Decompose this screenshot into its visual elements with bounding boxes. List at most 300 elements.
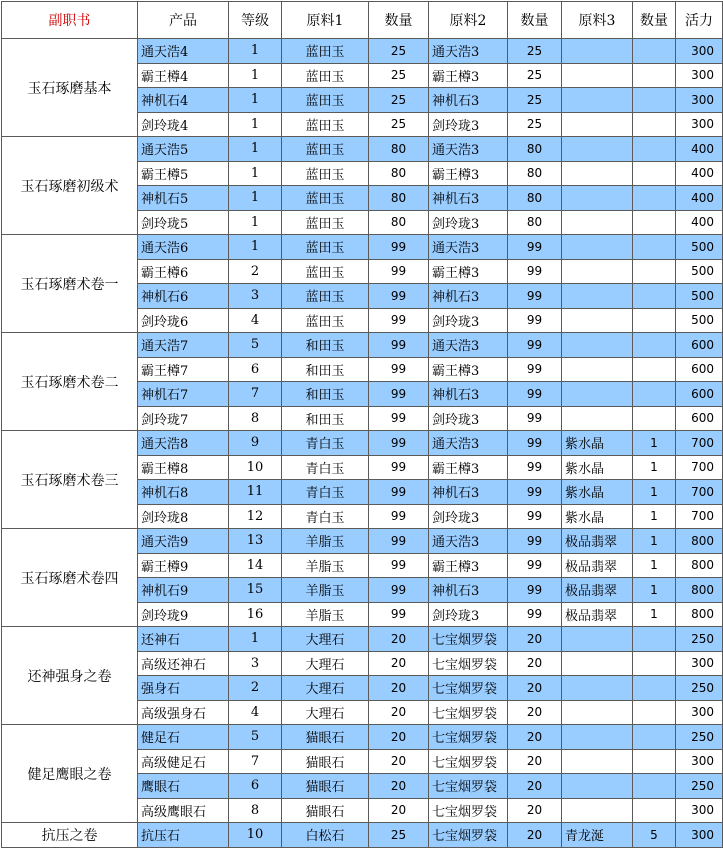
material2-cell: 霸王樽3 — [429, 455, 508, 480]
level-cell: 6 — [229, 774, 282, 799]
vitality-cell: 300 — [676, 651, 723, 676]
material1-cell: 蓝田玉 — [282, 63, 369, 88]
qty2-cell: 99 — [508, 431, 562, 456]
material1-cell: 和田玉 — [282, 333, 369, 358]
header-material2: 原料2 — [429, 2, 508, 39]
material3-cell — [562, 210, 633, 235]
qty2-cell: 25 — [508, 112, 562, 137]
book-name-cell: 玉石琢磨初级术 — [2, 137, 138, 235]
product-cell: 剑玲珑4 — [138, 112, 229, 137]
vitality-cell: 400 — [676, 161, 723, 186]
material1-cell: 猫眼石 — [282, 774, 369, 799]
product-cell: 通天浩4 — [138, 39, 229, 64]
qty1-cell: 20 — [369, 774, 429, 799]
qty2-cell: 20 — [508, 749, 562, 774]
material1-cell: 蓝田玉 — [282, 186, 369, 211]
qty2-cell: 99 — [508, 284, 562, 309]
qty1-cell: 99 — [369, 578, 429, 603]
material2-cell: 七宝烟罗袋 — [429, 774, 508, 799]
qty3-cell — [633, 749, 676, 774]
material1-cell: 羊脂玉 — [282, 553, 369, 578]
table-row — [2, 725, 723, 750]
material1-cell: 和田玉 — [282, 357, 369, 382]
material2-cell: 通天浩3 — [429, 333, 508, 358]
qty2-cell: 25 — [508, 88, 562, 113]
vitality-cell: 700 — [676, 455, 723, 480]
header-qty1: 数量 — [369, 2, 429, 39]
table-row — [2, 137, 723, 162]
qty2-cell: 99 — [508, 406, 562, 431]
level-cell: 4 — [229, 308, 282, 333]
material1-cell: 青白玉 — [282, 480, 369, 505]
level-cell: 12 — [229, 504, 282, 529]
qty2-cell: 99 — [508, 602, 562, 627]
qty2-cell: 25 — [508, 63, 562, 88]
material1-cell: 蓝田玉 — [282, 308, 369, 333]
product-cell: 神机石4 — [138, 88, 229, 113]
header-qty2: 数量 — [508, 2, 562, 39]
material2-cell: 神机石3 — [429, 88, 508, 113]
product-cell: 神机石8 — [138, 480, 229, 505]
header-row — [2, 2, 723, 39]
vitality-cell: 800 — [676, 578, 723, 603]
material3-cell — [562, 235, 633, 260]
product-cell: 霸王樽8 — [138, 455, 229, 480]
material2-cell: 神机石3 — [429, 382, 508, 407]
material3-cell: 紫水晶 — [562, 455, 633, 480]
material1-cell: 蓝田玉 — [282, 235, 369, 260]
material3-cell — [562, 627, 633, 652]
qty3-cell: 1 — [633, 553, 676, 578]
vitality-cell: 300 — [676, 823, 723, 848]
material3-cell: 青龙涎 — [562, 823, 633, 848]
qty1-cell: 25 — [369, 63, 429, 88]
vitality-cell: 500 — [676, 259, 723, 284]
book-name-cell: 玉石琢磨术卷四 — [2, 529, 138, 627]
book-name-cell: 玉石琢磨术卷一 — [2, 235, 138, 333]
level-cell: 1 — [229, 161, 282, 186]
level-cell: 10 — [229, 455, 282, 480]
material3-cell: 紫水晶 — [562, 504, 633, 529]
material3-cell — [562, 112, 633, 137]
vitality-cell: 800 — [676, 529, 723, 554]
level-cell: 1 — [229, 88, 282, 113]
product-cell: 霸王樽7 — [138, 357, 229, 382]
vitality-cell: 400 — [676, 210, 723, 235]
material3-cell — [562, 39, 633, 64]
product-cell: 通天浩9 — [138, 529, 229, 554]
qty1-cell: 80 — [369, 186, 429, 211]
product-cell: 剑玲珑9 — [138, 602, 229, 627]
qty3-cell: 1 — [633, 455, 676, 480]
product-cell: 神机石7 — [138, 382, 229, 407]
material1-cell: 蓝田玉 — [282, 39, 369, 64]
material3-cell: 极品翡翠 — [562, 529, 633, 554]
material2-cell: 通天浩3 — [429, 39, 508, 64]
vitality-cell: 250 — [676, 725, 723, 750]
material3-cell — [562, 406, 633, 431]
material3-cell — [562, 651, 633, 676]
material2-cell: 剑玲珑3 — [429, 308, 508, 333]
qty3-cell — [633, 88, 676, 113]
product-cell: 高级鹰眼石 — [138, 798, 229, 823]
header-vitality: 活力 — [676, 2, 723, 39]
qty2-cell: 99 — [508, 553, 562, 578]
level-cell: 15 — [229, 578, 282, 603]
product-cell: 强身石 — [138, 676, 229, 701]
product-cell: 剑玲珑5 — [138, 210, 229, 235]
qty3-cell — [633, 700, 676, 725]
product-cell: 通天浩5 — [138, 137, 229, 162]
material1-cell: 和田玉 — [282, 406, 369, 431]
material2-cell: 神机石3 — [429, 480, 508, 505]
vitality-cell: 800 — [676, 553, 723, 578]
level-cell: 7 — [229, 382, 282, 407]
material1-cell: 蓝田玉 — [282, 112, 369, 137]
qty1-cell: 80 — [369, 161, 429, 186]
qty1-cell: 99 — [369, 455, 429, 480]
qty3-cell — [633, 627, 676, 652]
product-cell: 神机石9 — [138, 578, 229, 603]
vitality-cell: 600 — [676, 333, 723, 358]
material2-cell: 剑玲珑3 — [429, 210, 508, 235]
material3-cell — [562, 725, 633, 750]
material3-cell: 紫水晶 — [562, 480, 633, 505]
material2-cell: 七宝烟罗袋 — [429, 651, 508, 676]
material1-cell: 青白玉 — [282, 504, 369, 529]
header-material1: 原料1 — [282, 2, 369, 39]
qty3-cell — [633, 774, 676, 799]
qty2-cell: 99 — [508, 235, 562, 260]
qty2-cell: 99 — [508, 455, 562, 480]
material2-cell: 七宝烟罗袋 — [429, 700, 508, 725]
material2-cell: 剑玲珑3 — [429, 112, 508, 137]
level-cell: 3 — [229, 651, 282, 676]
book-name-cell: 抗压之卷 — [2, 823, 138, 848]
material1-cell: 蓝田玉 — [282, 259, 369, 284]
level-cell: 1 — [229, 235, 282, 260]
qty1-cell: 20 — [369, 627, 429, 652]
level-cell: 2 — [229, 259, 282, 284]
qty3-cell — [633, 284, 676, 309]
qty3-cell: 1 — [633, 431, 676, 456]
material1-cell: 白松石 — [282, 823, 369, 848]
material2-cell: 七宝烟罗袋 — [429, 676, 508, 701]
material1-cell: 大理石 — [282, 676, 369, 701]
qty3-cell: 1 — [633, 529, 676, 554]
level-cell: 6 — [229, 357, 282, 382]
qty1-cell: 20 — [369, 749, 429, 774]
level-cell: 1 — [229, 137, 282, 162]
table-row — [2, 333, 723, 358]
material2-cell: 通天浩3 — [429, 235, 508, 260]
level-cell: 1 — [229, 63, 282, 88]
qty1-cell: 20 — [369, 700, 429, 725]
product-cell: 高级健足石 — [138, 749, 229, 774]
product-cell: 健足石 — [138, 725, 229, 750]
material2-cell: 七宝烟罗袋 — [429, 798, 508, 823]
level-cell: 10 — [229, 823, 282, 848]
material2-cell: 霸王樽3 — [429, 161, 508, 186]
material2-cell: 霸王樽3 — [429, 553, 508, 578]
qty1-cell: 99 — [369, 235, 429, 260]
material3-cell — [562, 382, 633, 407]
qty3-cell: 1 — [633, 578, 676, 603]
material1-cell: 蓝田玉 — [282, 284, 369, 309]
product-cell: 神机石5 — [138, 186, 229, 211]
vitality-cell: 400 — [676, 186, 723, 211]
qty3-cell — [633, 357, 676, 382]
material3-cell — [562, 676, 633, 701]
product-cell: 通天浩7 — [138, 333, 229, 358]
level-cell: 9 — [229, 431, 282, 456]
qty3-cell — [633, 798, 676, 823]
level-cell: 1 — [229, 112, 282, 137]
material1-cell: 青白玉 — [282, 431, 369, 456]
qty2-cell: 99 — [508, 578, 562, 603]
qty3-cell — [633, 186, 676, 211]
material1-cell: 大理石 — [282, 627, 369, 652]
material3-cell — [562, 749, 633, 774]
product-cell: 高级还神石 — [138, 651, 229, 676]
qty2-cell: 20 — [508, 676, 562, 701]
level-cell: 7 — [229, 749, 282, 774]
qty3-cell — [633, 112, 676, 137]
table-row — [2, 431, 723, 456]
qty3-cell: 1 — [633, 602, 676, 627]
level-cell: 13 — [229, 529, 282, 554]
material3-cell — [562, 700, 633, 725]
material3-cell: 极品翡翠 — [562, 602, 633, 627]
material2-cell: 剑玲珑3 — [429, 602, 508, 627]
material1-cell: 猫眼石 — [282, 798, 369, 823]
qty1-cell: 20 — [369, 725, 429, 750]
qty3-cell — [633, 161, 676, 186]
material2-cell: 七宝烟罗袋 — [429, 749, 508, 774]
qty2-cell: 80 — [508, 186, 562, 211]
header-product: 产品 — [138, 2, 229, 39]
qty1-cell: 25 — [369, 823, 429, 848]
material2-cell: 通天浩3 — [429, 529, 508, 554]
table-row — [2, 235, 723, 260]
qty3-cell: 1 — [633, 480, 676, 505]
product-cell: 剑玲珑7 — [138, 406, 229, 431]
product-cell: 通天浩6 — [138, 235, 229, 260]
material3-cell — [562, 333, 633, 358]
level-cell: 2 — [229, 676, 282, 701]
vitality-cell: 700 — [676, 431, 723, 456]
table-row — [2, 529, 723, 554]
qty2-cell: 99 — [508, 357, 562, 382]
qty3-cell — [633, 235, 676, 260]
level-cell: 1 — [229, 39, 282, 64]
qty1-cell: 25 — [369, 112, 429, 137]
level-cell: 1 — [229, 627, 282, 652]
level-cell: 1 — [229, 210, 282, 235]
qty3-cell — [633, 39, 676, 64]
qty3-cell — [633, 137, 676, 162]
vitality-cell: 300 — [676, 88, 723, 113]
vitality-cell: 300 — [676, 700, 723, 725]
qty2-cell: 20 — [508, 823, 562, 848]
header-book: 副职书 — [2, 2, 138, 39]
qty3-cell — [633, 725, 676, 750]
material3-cell — [562, 774, 633, 799]
qty1-cell: 80 — [369, 137, 429, 162]
vitality-cell: 300 — [676, 63, 723, 88]
material2-cell: 剑玲珑3 — [429, 504, 508, 529]
qty3-cell — [633, 406, 676, 431]
level-cell: 1 — [229, 186, 282, 211]
qty1-cell: 99 — [369, 602, 429, 627]
qty1-cell: 99 — [369, 553, 429, 578]
vitality-cell: 300 — [676, 749, 723, 774]
material1-cell: 猫眼石 — [282, 725, 369, 750]
product-cell: 鹰眼石 — [138, 774, 229, 799]
material1-cell: 大理石 — [282, 651, 369, 676]
vitality-cell: 600 — [676, 382, 723, 407]
qty2-cell: 80 — [508, 161, 562, 186]
qty3-cell — [633, 259, 676, 284]
material1-cell: 大理石 — [282, 700, 369, 725]
material1-cell: 羊脂玉 — [282, 529, 369, 554]
vitality-cell: 250 — [676, 774, 723, 799]
material3-cell — [562, 798, 633, 823]
material3-cell — [562, 137, 633, 162]
header-material3: 原料3 — [562, 2, 633, 39]
qty1-cell: 20 — [369, 798, 429, 823]
vitality-cell: 400 — [676, 137, 723, 162]
level-cell: 4 — [229, 700, 282, 725]
material2-cell: 通天浩3 — [429, 137, 508, 162]
material3-cell: 紫水晶 — [562, 431, 633, 456]
product-cell: 霸王樽5 — [138, 161, 229, 186]
book-name-cell: 玉石琢磨术卷二 — [2, 333, 138, 431]
material2-cell: 剑玲珑3 — [429, 406, 508, 431]
qty2-cell: 99 — [508, 259, 562, 284]
material3-cell — [562, 308, 633, 333]
book-name-cell: 玉石琢磨基本 — [2, 39, 138, 137]
qty3-cell: 5 — [633, 823, 676, 848]
qty1-cell: 99 — [369, 480, 429, 505]
material2-cell: 霸王樽3 — [429, 259, 508, 284]
qty2-cell: 99 — [508, 480, 562, 505]
material3-cell — [562, 186, 633, 211]
material2-cell: 七宝烟罗袋 — [429, 823, 508, 848]
level-cell: 8 — [229, 798, 282, 823]
vitality-cell: 800 — [676, 602, 723, 627]
material1-cell: 蓝田玉 — [282, 161, 369, 186]
qty2-cell: 99 — [508, 333, 562, 358]
level-cell: 11 — [229, 480, 282, 505]
material1-cell: 青白玉 — [282, 455, 369, 480]
vitality-cell: 500 — [676, 284, 723, 309]
product-cell: 霸王樽6 — [138, 259, 229, 284]
qty2-cell: 99 — [508, 504, 562, 529]
book-name-cell: 玉石琢磨术卷三 — [2, 431, 138, 529]
material2-cell: 神机石3 — [429, 284, 508, 309]
qty1-cell: 20 — [369, 651, 429, 676]
level-cell: 3 — [229, 284, 282, 309]
product-cell: 抗压石 — [138, 823, 229, 848]
qty3-cell — [633, 210, 676, 235]
book-name-cell: 健足鹰眼之卷 — [2, 725, 138, 823]
book-name-cell: 还神强身之卷 — [2, 627, 138, 725]
table-row — [2, 823, 723, 848]
material3-cell — [562, 284, 633, 309]
material1-cell: 蓝田玉 — [282, 210, 369, 235]
vitality-cell: 300 — [676, 39, 723, 64]
qty2-cell: 20 — [508, 651, 562, 676]
qty2-cell: 99 — [508, 382, 562, 407]
table-row — [2, 627, 723, 652]
qty1-cell: 99 — [369, 431, 429, 456]
level-cell: 14 — [229, 553, 282, 578]
qty1-cell: 99 — [369, 406, 429, 431]
qty2-cell: 99 — [508, 308, 562, 333]
qty1-cell: 99 — [369, 259, 429, 284]
header-level: 等级 — [229, 2, 282, 39]
vitality-cell: 700 — [676, 504, 723, 529]
qty3-cell — [633, 651, 676, 676]
qty1-cell: 99 — [369, 529, 429, 554]
qty1-cell: 80 — [369, 210, 429, 235]
material1-cell: 和田玉 — [282, 382, 369, 407]
product-cell: 剑玲珑8 — [138, 504, 229, 529]
level-cell: 8 — [229, 406, 282, 431]
qty1-cell: 25 — [369, 88, 429, 113]
material2-cell: 神机石3 — [429, 186, 508, 211]
qty2-cell: 20 — [508, 700, 562, 725]
qty3-cell — [633, 333, 676, 358]
material1-cell: 羊脂玉 — [282, 602, 369, 627]
qty2-cell: 20 — [508, 774, 562, 799]
vitality-cell: 700 — [676, 480, 723, 505]
qty3-cell — [633, 308, 676, 333]
level-cell: 5 — [229, 725, 282, 750]
qty2-cell: 99 — [508, 529, 562, 554]
material3-cell: 极品翡翠 — [562, 553, 633, 578]
material1-cell: 羊脂玉 — [282, 578, 369, 603]
material1-cell: 猫眼石 — [282, 749, 369, 774]
product-cell: 霸王樽4 — [138, 63, 229, 88]
material1-cell: 蓝田玉 — [282, 137, 369, 162]
vitality-cell: 500 — [676, 235, 723, 260]
product-cell: 通天浩8 — [138, 431, 229, 456]
qty1-cell: 99 — [369, 357, 429, 382]
material2-cell: 神机石3 — [429, 578, 508, 603]
product-cell: 神机石6 — [138, 284, 229, 309]
qty1-cell: 99 — [369, 333, 429, 358]
qty2-cell: 20 — [508, 725, 562, 750]
vitality-cell: 300 — [676, 798, 723, 823]
product-cell: 剑玲珑6 — [138, 308, 229, 333]
qty2-cell: 20 — [508, 627, 562, 652]
material2-cell: 霸王樽3 — [429, 357, 508, 382]
qty1-cell: 99 — [369, 382, 429, 407]
qty3-cell — [633, 676, 676, 701]
material2-cell: 通天浩3 — [429, 431, 508, 456]
material3-cell — [562, 161, 633, 186]
qty2-cell: 80 — [508, 137, 562, 162]
vitality-cell: 500 — [676, 308, 723, 333]
recipe-table — [1, 1, 723, 848]
vitality-cell: 600 — [676, 406, 723, 431]
material3-cell — [562, 88, 633, 113]
qty1-cell: 99 — [369, 308, 429, 333]
material3-cell — [562, 259, 633, 284]
level-cell: 16 — [229, 602, 282, 627]
